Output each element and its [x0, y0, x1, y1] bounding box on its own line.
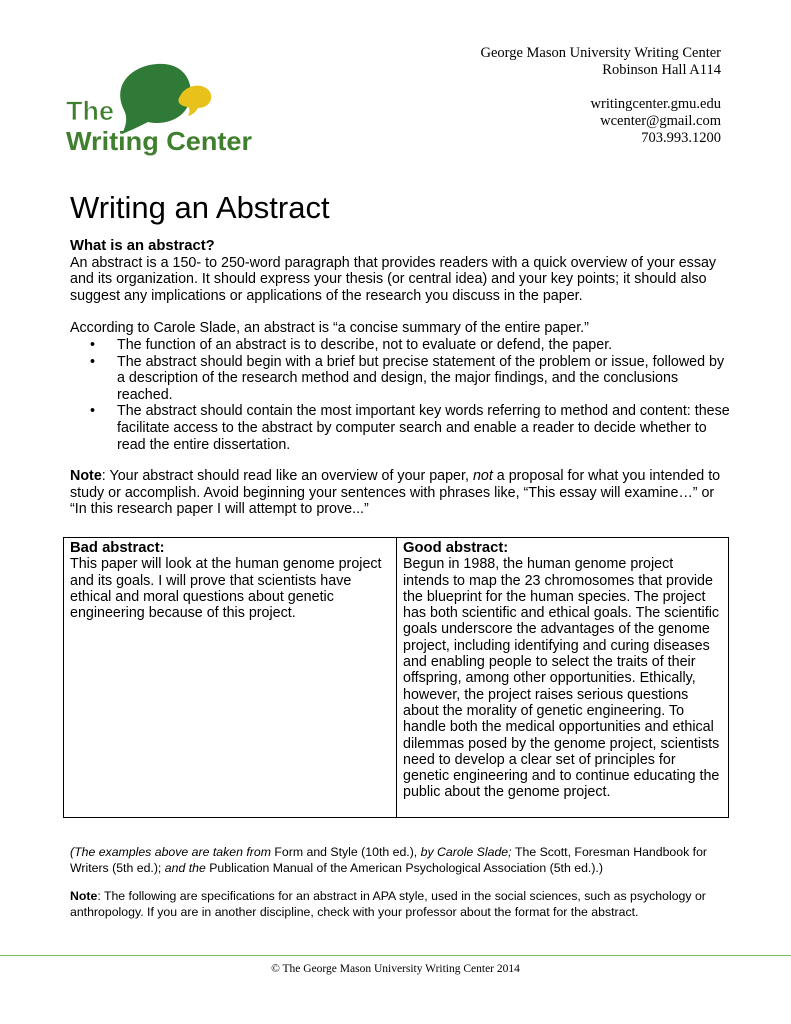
apa-note-text: : The following are specifications for an abstract in APA style, used in the social sciences, such as psychology or anthropology. If you are in another discipline, check with your professor about the format for the abstract. — [70, 889, 706, 919]
good-abstract-cell — [397, 538, 729, 818]
apa-note-label: Note — [70, 889, 98, 904]
bullet-icon: • — [90, 336, 96, 353]
note-paragraph — [70, 468, 730, 518]
sources-note — [70, 845, 730, 875]
quote-intro: According to Carole Slade, an abstract is “a concise summary of the entire paper.” — [70, 320, 589, 337]
email-link[interactable]: wcenter@gmail.com — [600, 113, 721, 129]
list-item — [70, 403, 730, 453]
table-row — [64, 538, 729, 818]
good-abstract-text: Begun in 1988, the human genome project intends to map the 23 chromosomes that provide the blueprint for the human species. The project has both scientific and ethical goals. The scientific goals underscore the advantages of the genome project, including identifying and curing diseases and enabling people to select the traits of their offspring, among other opportunities. Ethically, however, the project raises serious questions about the morality of genetic engineering. To handle both the medical opportunities and ethical dilemmas posed by the genome project, scientists need to develop a clear set of principles for genetic engineering and to continue educating the public about the genome project. — [403, 556, 720, 801]
list-item-text: The abstract should contain the most important key words referring to method and content: these facilitate access to the abstract by computer search and enable a reader to decide whether to read the entire dissertation. — [117, 403, 730, 453]
footer-divider — [0, 955, 791, 956]
note-emphasis: not — [472, 468, 493, 485]
bad-abstract-cell — [64, 538, 397, 818]
org-name: George Mason University Writing Center — [480, 45, 721, 61]
intro-paragraph: An abstract is a 150- to 250-word paragraph that provides readers with a quick overview of your essay and its organization. It should express your thesis (or central idea) and your key points; it should also suggest any implications or applications of the research you discuss in the paper. — [70, 254, 717, 304]
note-text-after: a proposal for what you intended to study or accomplish. Avoid beginning your sentences with phrases like, “This essay will examine…” or “In this research paper I will attempt to prove...” — [70, 468, 721, 518]
bullet-list — [70, 337, 730, 453]
writing-center-logo — [62, 60, 262, 170]
source-title-1: Form and Style (10th ed.), — [274, 845, 418, 860]
website-link[interactable]: writingcenter.gmu.edu — [590, 96, 721, 112]
source-title-2: The Scott, Foresman Handbook for Writers (5th ed.); — [70, 845, 708, 875]
bad-abstract-heading: Bad abstract: — [70, 540, 165, 556]
section-heading: What is an abstract? — [70, 238, 215, 254]
note-text-before: : Your abstract should read like an overview of your paper, — [101, 468, 473, 485]
page-title: Writing an Abstract — [70, 190, 330, 225]
list-item-text: The abstract should begin with a brief but precise statement of the problem or issue, followed by a description of the research method and design, the major findings, and the conclusions reached. — [117, 353, 725, 403]
logo-text-the: The — [66, 96, 115, 126]
sources-by: by Carole Slade; — [417, 845, 515, 860]
list-item — [70, 354, 730, 404]
sources-and: and the — [161, 860, 210, 875]
contact-block — [480, 45, 721, 147]
bullet-icon: • — [90, 403, 96, 420]
bad-abstract-text: This paper will look at the human genome project and its goals. I will prove that scientists have ethical and moral questions about genetic engineering because of this project. — [70, 556, 382, 622]
footer-copyright: © The George Mason University Writing Center 2014 — [271, 963, 520, 975]
note-label: Note — [70, 468, 102, 485]
source-title-3: Publication Manual of the American Psychological Association (5th ed.).) — [209, 860, 603, 875]
good-abstract-heading: Good abstract: — [403, 540, 509, 556]
bullet-icon: • — [90, 353, 96, 370]
phone-number: 703.993.1200 — [641, 130, 721, 146]
sources-prefix: (The examples above are taken from — [70, 845, 275, 860]
logo-text-writing-center: Writing Center — [66, 126, 253, 156]
main-content — [70, 238, 730, 518]
list-item — [70, 337, 730, 354]
list-item-text: The function of an abstract is to describe, not to evaluate or defend, the paper. — [117, 336, 613, 353]
location: Robinson Hall A114 — [602, 62, 721, 78]
apa-note — [70, 889, 730, 919]
examples-table — [63, 537, 729, 818]
